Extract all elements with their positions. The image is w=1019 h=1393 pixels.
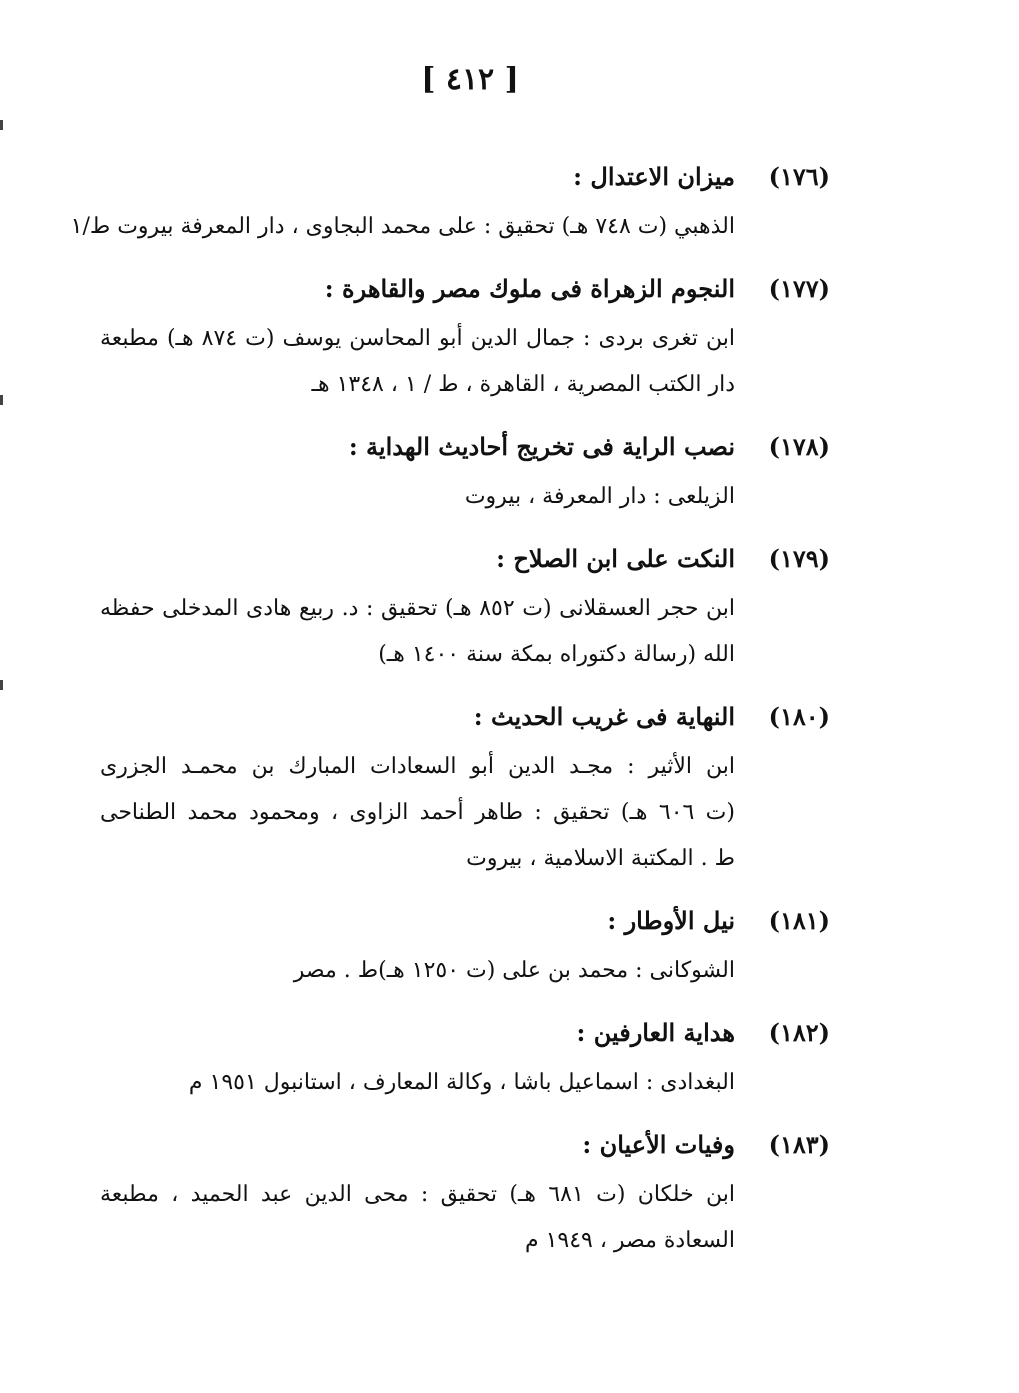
entry-title: نيل الأوطار :	[607, 906, 735, 935]
entry-description	[100, 586, 830, 678]
bibliography-list	[70, 150, 830, 1276]
scan-margin-mark	[0, 120, 3, 130]
entry-line: الذهبي (ت ٧٤٨ هـ) تحقيق : على محمد البجاوى ، دار المعرفة بيروت ط/١	[70, 214, 735, 239]
entry-line: (ت ٦٠٦ هـ) تحقيق : طاهر أحمد الزاوى ، ومحمود محمد الطناحى	[100, 800, 735, 825]
entry-description	[70, 204, 830, 250]
bibliography-entry	[100, 262, 830, 408]
entry-description	[100, 1172, 830, 1264]
entry-heading	[100, 1118, 830, 1172]
page-number: [ ٤١٢ ]	[421, 62, 519, 97]
entry-title: النهاية فى غريب الحديث :	[473, 702, 735, 731]
entry-number: (١٧٦)	[768, 162, 830, 191]
entry-number: (١٧٩)	[768, 544, 830, 573]
entry-title: هداية العارفين :	[576, 1018, 735, 1047]
entry-description	[100, 474, 830, 520]
entry-description	[100, 744, 830, 882]
entry-line: ابن حجر العسقلانى (ت ٨٥٢ هـ) تحقيق : د. ربيع هادى المدخلى حفظه	[100, 596, 735, 621]
entry-title: وفيات الأعيان :	[582, 1130, 735, 1159]
bibliography-entry	[100, 532, 830, 678]
entry-number: (١٨٣)	[768, 1130, 830, 1159]
entry-heading	[100, 532, 830, 586]
entry-heading	[100, 894, 830, 948]
entry-line: الشوكانى : محمد بن على (ت ١٢٥٠ هـ)ط . مصر	[293, 958, 735, 983]
entry-number: (١٨١)	[768, 906, 830, 935]
entry-number: (١٧٧)	[768, 274, 830, 303]
entry-line: دار الكتب المصرية ، القاهرة ، ط / ١ ، ١٣٤٨ هـ	[311, 372, 735, 397]
entry-line: البغدادى : اسماعيل باشا ، وكالة المعارف ، استانبول ١٩٥١ م	[188, 1070, 735, 1095]
entry-heading	[100, 150, 830, 204]
entry-title: النكت على ابن الصلاح :	[496, 544, 735, 573]
entry-line: ابن خلكان (ت ٦٨١ هـ) تحقيق : محى الدين عبد الحميد ، مطبعة	[100, 1182, 735, 1207]
entry-line: ط . المكتبة الاسلامية ، بيروت	[466, 846, 735, 871]
entry-line: الله (رسالة دكتوراه بمكة سنة ١٤٠٠ هـ)	[378, 642, 735, 667]
entry-description	[100, 1060, 830, 1106]
entry-title: ميزان الاعتدال :	[573, 162, 735, 191]
bibliography-entry	[70, 150, 830, 250]
bibliography-entry	[100, 1006, 830, 1106]
entry-number: (١٨٠)	[768, 702, 830, 731]
entry-line: ابن تغرى بردى : جمال الدين أبو المحاسن يوسف (ت ٨٧٤ هـ) مطبعة	[100, 326, 735, 351]
entry-description	[100, 948, 830, 994]
entry-number: (١٧٨)	[768, 432, 830, 461]
entry-line: ابن الأثير : مجـد الدين أبو السعادات المبارك بن محمـد الجزرى	[100, 754, 735, 779]
entry-heading	[100, 420, 830, 474]
entry-heading	[100, 262, 830, 316]
entry-title: نصب الراية فى تخريج أحاديث الهداية :	[348, 432, 735, 461]
scan-margin-mark	[0, 680, 3, 690]
entry-heading	[100, 690, 830, 744]
scan-margin-mark	[0, 395, 3, 405]
entry-number: (١٨٢)	[768, 1018, 830, 1047]
entry-line: السعادة مصر ، ١٩٤٩ م	[524, 1228, 735, 1253]
bibliography-entry	[100, 1118, 830, 1264]
entry-heading	[100, 1006, 830, 1060]
entry-description	[100, 316, 830, 408]
entry-title: النجوم الزهراة فى ملوك مصر والقاهرة :	[324, 274, 735, 303]
bibliography-entry	[100, 690, 830, 882]
entry-line: الزيلعى : دار المعرفة ، بيروت	[464, 484, 735, 509]
bibliography-entry	[100, 420, 830, 520]
bibliography-entry	[100, 894, 830, 994]
